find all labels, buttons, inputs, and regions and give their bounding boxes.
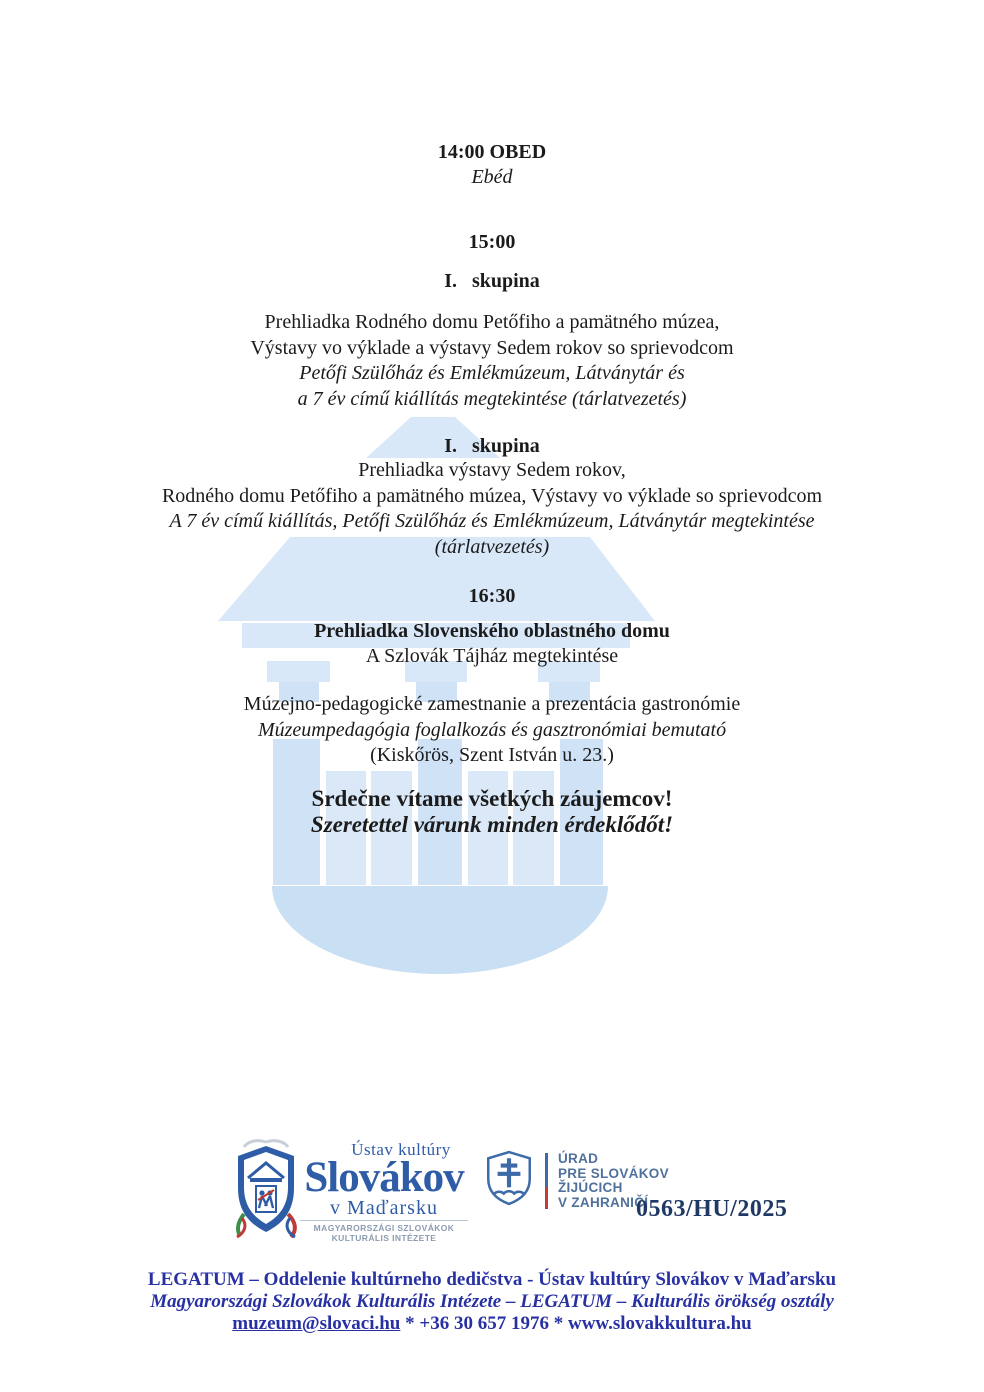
museum-pedagogy-paragraph: [0, 692, 984, 769]
lunch-time-heading: 14:00 OBED: [437, 141, 547, 163]
welcome-line-hu: Szeretettel várunk minden érdeklődőt!: [310, 812, 674, 837]
museum-pedagogy-line-hu: Múzeumpedagógia foglalkozás és gasztronómiai bemutató: [257, 718, 727, 741]
footer-separator-2: *: [548, 1313, 568, 1334]
reference-number: 0563/HU/2025: [636, 1196, 788, 1222]
footer-line-3: [0, 1313, 984, 1335]
footer-website: www.slovakkultura.hu: [567, 1313, 752, 1334]
oblastny-dom-subtitle-hu: A Szlovák Tájház megtekintése: [365, 645, 619, 667]
uszz-divider: [545, 1153, 548, 1209]
footer: [0, 1269, 984, 1335]
footer-line-2: Magyarországi Szlovákok Kulturális Intézete – LEGATUM – Kulturális örökség osztály: [150, 1291, 834, 1312]
footer-phone: +36 30 657 1976: [419, 1313, 549, 1334]
group1-line-sk-1: Prehliadka Rodného domu Petőfiho a pamätného múzea,: [264, 311, 720, 333]
uszz-line-1: ÚRAD: [558, 1151, 599, 1166]
group2-heading: I. skupina: [444, 435, 540, 457]
uszz-logo: [486, 1150, 669, 1210]
group2-line-hu-2: (tárlatvezetés): [434, 535, 550, 558]
uksm-line-caps: MAGYARORSZÁGI SZLOVÁKOK KULTURÁLIS INTÉZETE: [300, 1220, 468, 1243]
lunch-subtitle-hu: Ebéd: [471, 166, 513, 188]
group1-line-hu-2: a 7 év című kiállítás megtekintése (tárlatvezetés): [297, 387, 687, 410]
group1-heading: I. skupina: [444, 270, 540, 292]
footer-email-link[interactable]: muzeum@slovaci.hu: [232, 1313, 401, 1334]
group1-line-sk-2: Výstavy vo výklade a výstavy Sedem rokov so sprievodcom: [250, 336, 734, 359]
group2-line-sk-2: Rodného domu Petőfiho a pamätného múzea, Výstavy vo výklade so sprievodcom: [161, 484, 823, 507]
oblastny-dom-title: Prehliadka Slovenského oblastného domu: [314, 620, 670, 642]
uszz-line-2: PRE SLOVÁKOV: [558, 1165, 669, 1181]
group2-paragraph: [0, 458, 984, 560]
uksm-line-mid: v Maďarsku: [330, 1197, 438, 1219]
uksm-line-big: Slovákov: [304, 1154, 464, 1201]
uszz-line-3: ŽIJÚCICH: [558, 1180, 623, 1195]
uksm-logo-text: [300, 1141, 468, 1243]
time-1500-heading: 15:00: [468, 231, 516, 253]
museum-pedagogy-line-sk: Múzejno-pedagogické zamestnanie a prezentácia gastronómie: [243, 693, 741, 715]
museum-pedagogy-address: (Kiskőrös, Szent István u. 23.): [370, 744, 614, 766]
uszz-line-4: V ZAHRANIČÍ: [558, 1194, 649, 1210]
group2-line-sk-1: Prehliadka výstavy Sedem rokov,: [358, 459, 626, 481]
footer-separator-1: *: [400, 1313, 420, 1334]
time-1630-heading: 16:30: [468, 585, 516, 607]
welcome-line-sk: Srdečne vítame všetkých záujemcov!: [311, 786, 673, 811]
uszz-shield-icon: [486, 1150, 532, 1206]
group2-line-hu-1: A 7 év című kiállítás, Petőfi Szülőház és Emlékmúzeum, Látványtár megtekintése: [169, 510, 815, 532]
uksm-line-small: Ústav kultúry: [351, 1140, 451, 1159]
group1-paragraph: [0, 310, 984, 412]
footer-line-1: LEGATUM – Oddelenie kultúrneho dedičstva - Ústav kultúry Slovákov v Maďarsku: [147, 1269, 837, 1290]
group1-line-hu-1: Petőfi Szülőház és Emlékmúzeum, Látványtár és: [299, 362, 685, 384]
uksm-shield-icon: [228, 1138, 304, 1238]
